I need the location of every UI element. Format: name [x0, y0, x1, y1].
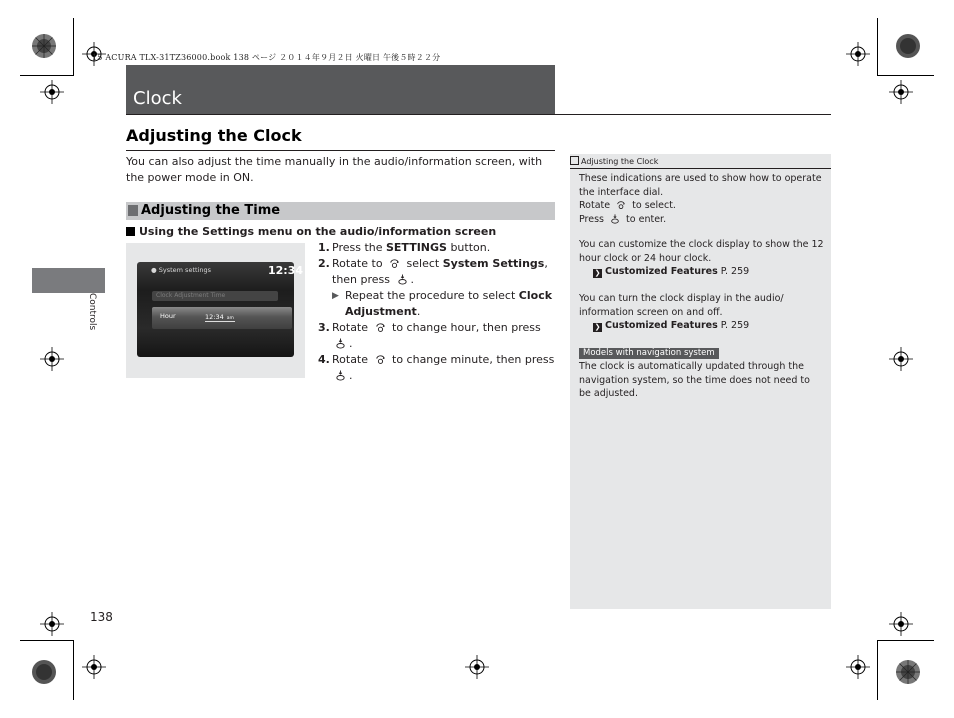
rotate-dial-icon — [389, 258, 400, 269]
subsection-title: Adjusting the Time — [141, 203, 281, 218]
sidebar-note-clock-format: You can customize the clock display to show the 12 hour clock or 24 hour clock. ❯ Customized Features P. 259 — [579, 239, 824, 277]
triangle-right-icon: ▶ — [332, 291, 339, 301]
screen-hour-label: Hour — [160, 312, 176, 320]
registration-mark-icon — [889, 612, 913, 636]
press-dial-icon — [335, 338, 346, 349]
model-badge: Models with navigation system — [579, 348, 719, 359]
step-3: 3. Rotate to change hour, then press . — [318, 321, 541, 350]
screen-clock: 12:34 — [268, 264, 304, 277]
procedure-steps — [318, 240, 558, 384]
registration-mark-icon — [82, 655, 106, 679]
chapter-title: Clock — [133, 88, 182, 109]
sidebar-note-clock-display: You can turn the clock display in the audio/ information screen on and off. ❯ Customized Features P. 259 — [579, 292, 824, 333]
press-dial-icon — [397, 274, 408, 285]
registration-mark-icon — [40, 612, 64, 636]
registration-mark-icon — [889, 347, 913, 371]
sidebar-heading: Adjusting the Clock — [570, 156, 658, 166]
print-header: 15 ACURA TLX-31TZ36000.book 138 ページ ２０１４年９月２日 火曜日 午後５時２２分 — [92, 53, 441, 62]
page-number: 138 — [90, 610, 113, 624]
registration-mark-icon — [40, 347, 64, 371]
sidebar-rule — [570, 168, 831, 169]
step-2-sub: ▶ Repeat the procedure to select Clock Adjustment. — [332, 289, 553, 318]
crop-mark — [20, 75, 74, 76]
screen-title: ● System settings — [151, 266, 211, 274]
registration-mark-icon — [465, 655, 489, 679]
step-4: 4. Rotate to change minute, then press . — [318, 353, 555, 382]
subsection-marker — [128, 205, 138, 216]
press-dial-icon — [335, 370, 346, 381]
registration-mark-icon — [846, 655, 870, 679]
registration-mark-icon — [889, 80, 913, 104]
screen-time-value: 12:34 am — [205, 313, 234, 321]
xref-arrow-icon: ❯ — [594, 269, 601, 277]
crop-mark — [877, 640, 878, 700]
step-2: 2. Rotate to select System Settings, then press . — [318, 257, 548, 286]
crop-mark — [20, 640, 74, 641]
rotate-dial-icon — [616, 200, 626, 210]
crop-mark — [73, 640, 74, 700]
xref-customized-features[interactable]: ❯ Customized Features P. 259 — [594, 320, 750, 331]
crop-mark — [877, 640, 934, 641]
registration-mark-icon — [40, 80, 64, 104]
sidebar-note-dial: These indications are used to show how to operate the interface dial. Rotate to select. Press to enter. — [579, 173, 822, 225]
crop-mark — [877, 18, 878, 75]
intro-paragraph: You can also adjust the time manually in the audio/information screen, with the power mode in ON. — [126, 155, 543, 184]
chapter-rule — [126, 114, 831, 115]
chapter-bar — [126, 65, 555, 114]
xref-customized-features[interactable]: ❯ Customized Features P. 259 — [594, 266, 750, 277]
sidebar-note-navigation: The clock is automatically updated through the navigation system, so the time does not need to be adjusted. — [579, 361, 810, 399]
color-target-icon — [895, 659, 921, 685]
crop-mark — [877, 75, 934, 76]
color-target-icon — [895, 33, 921, 59]
side-tab-label: Controls — [87, 293, 97, 331]
crop-mark — [73, 18, 74, 75]
side-tab — [32, 268, 105, 293]
registration-mark-icon — [846, 42, 870, 66]
rotate-dial-icon — [375, 354, 386, 365]
press-dial-icon — [610, 214, 620, 224]
xref-arrow-icon: ❯ — [594, 323, 601, 331]
section-rule — [126, 150, 555, 151]
color-target-icon — [31, 659, 57, 685]
note-marker-icon — [570, 156, 579, 165]
color-target-icon — [31, 33, 57, 59]
bullet-square-icon — [126, 227, 135, 236]
menu-heading-text: Using the Settings menu on the audio/information screen — [139, 225, 497, 238]
step-1: 1. Press the SETTINGS button. — [318, 241, 491, 254]
rotate-dial-icon — [375, 322, 386, 333]
section-title: Adjusting the Clock — [126, 126, 302, 145]
menu-heading — [126, 225, 496, 239]
screen-menu-row: Clock Adjustment Time — [152, 291, 278, 301]
